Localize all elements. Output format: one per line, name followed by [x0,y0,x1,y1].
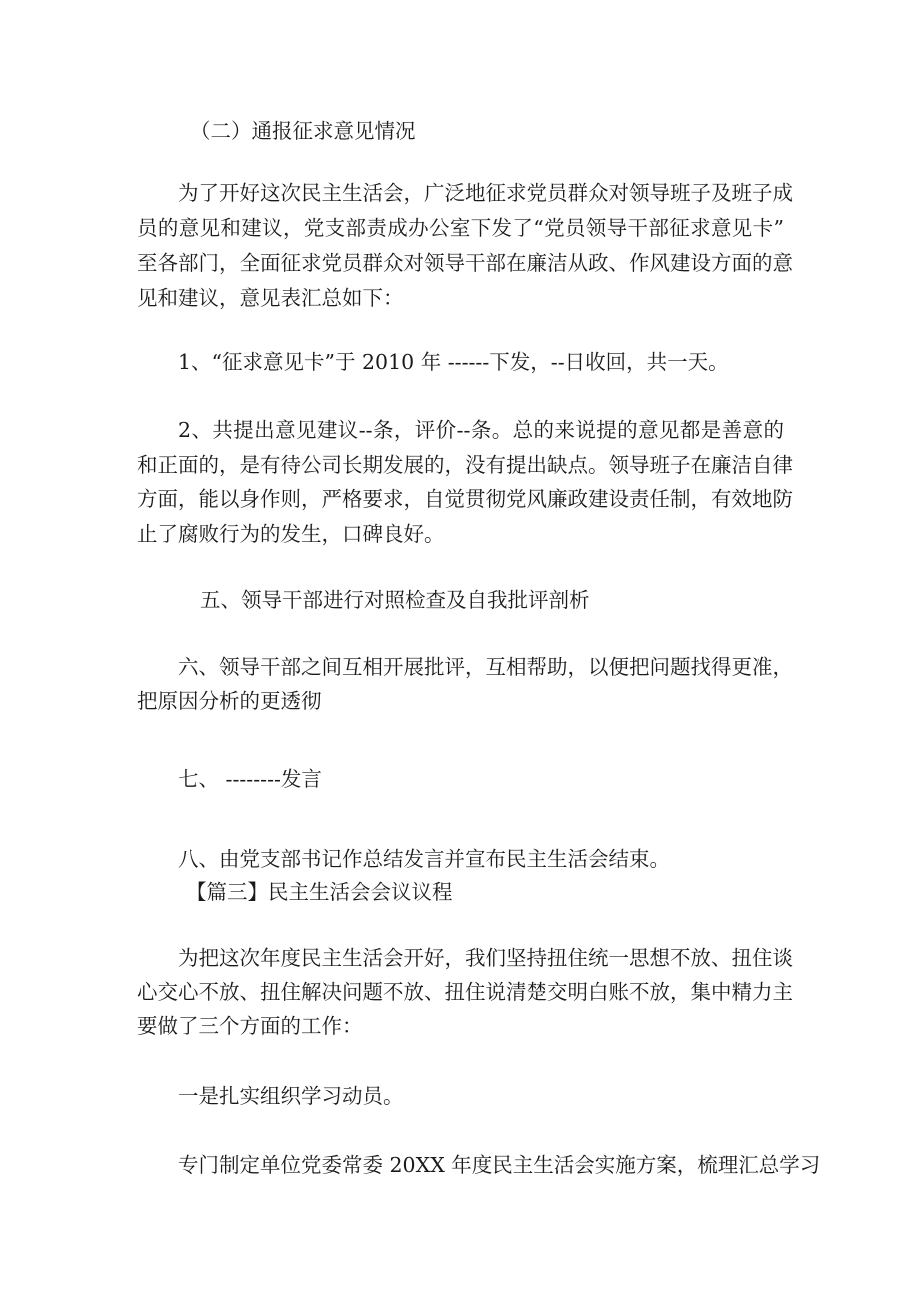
paragraph-line: 把原因分析的更透彻 [137,689,322,713]
paragraph-line: 专门制定单位党委常委 20XX 年度民主生活会实施方案，梳理汇总学习 [178,1153,821,1177]
paragraph-line: 至各部门，全面征求党员群众对领导干部在廉洁从政、作风建设方面的意 [137,251,793,275]
paragraph-line: 为把这次年度民主生活会开好，我们坚持扭住统一思想不放、扭住谈 [178,946,793,970]
list-item: 一是扎实组织学习动员。 [178,1084,404,1108]
paragraph-line: 心交心不放、扭住解决问题不放、扭住说清楚交明白账不放，集中精力主 [137,980,793,1004]
paragraph-line: 2、共提出意见建议--条，评价--条。总的来说提的意见都是善意的 [178,418,784,442]
chapter-heading: 【篇三】民主生活会会议议程 [186,880,453,904]
paragraph-line: 止了腐败行为的发生，口碑良好。 [137,522,445,546]
paragraph-line: 要做了三个方面的工作： [137,1014,363,1038]
section-heading: （二）通报征求意见情况 [190,119,416,143]
list-item: 五、领导干部进行对照检查及自我批评剖析 [200,588,590,612]
list-item: 八、由党支部书记作总结发言并宣布民主生活会结束。 [178,847,670,871]
paragraph-line: 见和建议，意见表汇总如下： [137,286,404,310]
list-item: 七、 --------发言 [178,767,322,791]
paragraph-line: 和正面的，是有待公司长期发展的，没有提出缺点。领导班子在廉洁自律 [137,453,793,477]
paragraph-line: 为了开好这次民主生活会，广泛地征求党员群众对领导班子及班子成 [178,181,793,205]
paragraph-line: 六、领导干部之间互相开展批评，互相帮助，以便把问题找得更准， [178,655,793,679]
paragraph-line: 员的意见和建议，党支部责成办公室下发了“党员领导干部征求意见卡” [137,216,784,240]
paragraph-line: 方面，能以身作则，严格要求，自觉贯彻党风廉政建设责任制，有效地防 [137,487,793,511]
list-item: 1、“征求意见卡”于 2010 年 ------下发，--日收回，共一天。 [178,350,729,374]
